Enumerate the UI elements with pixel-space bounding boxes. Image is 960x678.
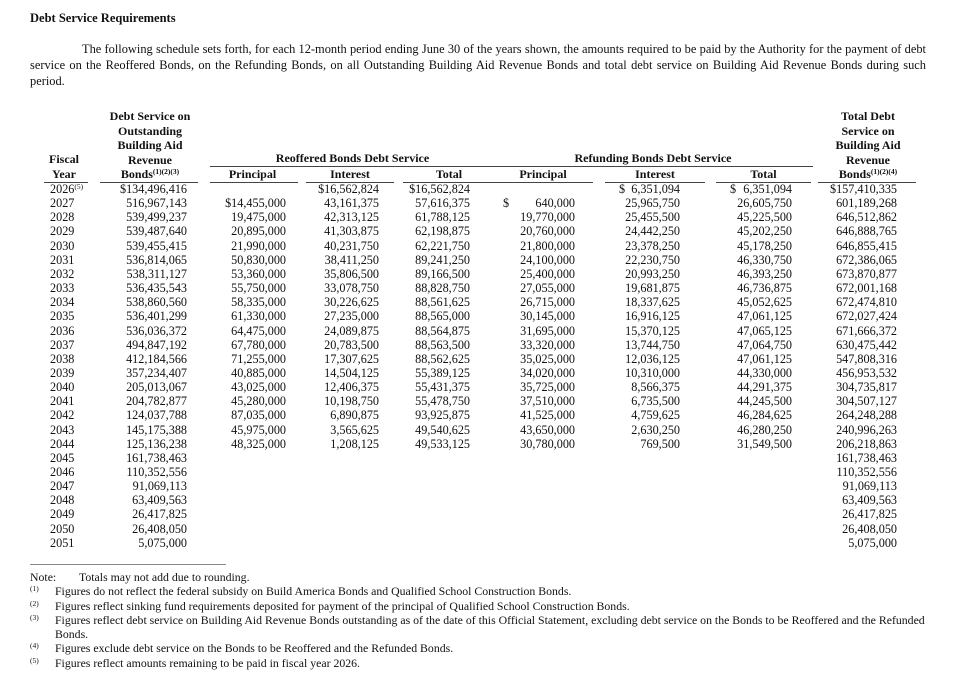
fiscal-year-text: 2044 — [50, 436, 75, 451]
cell-reoffered-total: 55,389,125 — [415, 365, 470, 380]
cell-outstanding: $134,496,416 — [119, 182, 187, 196]
header-reo-interest: Interest — [330, 167, 370, 181]
fiscal-year-text: 2049 — [50, 507, 75, 522]
section-title: Debt Service Requirements — [30, 11, 176, 25]
cell-reoffered-principal: 64,475,000 — [231, 323, 286, 338]
cell-reoffered-principal: 58,335,000 — [231, 295, 286, 310]
footnote-text: Figures reflect debt service on Building Aid Revenue Bonds outstanding as of the date of this Official Statement, excluding debt service on the Bonds to be Reoffered and the Refunded Bonds. — [55, 612, 925, 642]
cell-outstanding: 536,401,299 — [126, 309, 187, 324]
cell-refunding-total: 45,052,625 — [737, 295, 792, 310]
cell-refunding-interest: 6,351,094 — [631, 182, 680, 196]
cell-refunding-interest: 20,993,250 — [625, 266, 680, 281]
footnote-mark: (1) — [30, 584, 39, 594]
cell-reoffered-principal: 40,885,000 — [231, 365, 286, 380]
fiscal-year-text: 2032 — [50, 266, 75, 281]
cell-total-debt-service: 91,069,113 — [842, 479, 897, 494]
cell-reoffered-principal: 19,475,000 — [231, 210, 286, 225]
fiscal-year-text: 2048 — [50, 493, 75, 508]
cell-fiscal-year — [50, 253, 74, 267]
cell-fiscal-year — [50, 380, 74, 394]
cell-fiscal-year — [50, 324, 74, 338]
cell-reoffered-principal: 20,895,000 — [231, 224, 286, 239]
footnote-3 — [30, 613, 930, 642]
cell-refunding-interest: 25,455,500 — [625, 210, 680, 225]
header-text: Bonds — [838, 167, 871, 181]
footnote-mark: (4) — [30, 641, 39, 651]
cell-reoffered-total: 89,241,250 — [415, 252, 470, 267]
header-outstanding — [100, 109, 200, 182]
header-reo-total: Total — [435, 167, 463, 181]
header-reoffered-group: Reoffered Bonds Debt Service — [275, 151, 430, 165]
footnote-mark: (3) — [30, 612, 39, 622]
cell-refunding-total: 46,393,250 — [737, 266, 792, 281]
cell-total-debt-service: 161,738,463 — [836, 450, 897, 465]
cell-refunding-total: 6,351,094 — [743, 182, 792, 196]
cell-reoffered-total: 62,198,875 — [415, 224, 470, 239]
header-text: Total Debt — [841, 109, 895, 123]
footnote-text: Figures exclude debt service on the Bonds to be Reoffered and the Refunded Bonds. — [55, 641, 454, 656]
cell-total-debt-service: 110,352,556 — [836, 465, 897, 479]
cell-total-debt-service: $157,410,335 — [829, 182, 897, 196]
cell-refunding-total: 26,605,750 — [737, 196, 792, 211]
header-ref-total: Total — [750, 167, 777, 181]
cell-refunding-total: 46,284,625 — [737, 408, 792, 423]
cell-reoffered-total: 62,221,750 — [415, 238, 470, 253]
cell-reoffered-interest: 14,504,125 — [324, 365, 379, 380]
cell-total-debt-service: 630,475,442 — [836, 337, 897, 352]
cell-reoffered-interest: 33,078,750 — [324, 281, 379, 296]
cell-refunding-principal: 30,780,000 — [520, 436, 575, 451]
cell-reoffered-total: 55,478,750 — [415, 394, 470, 409]
cell-reoffered-total: 88,563,500 — [415, 337, 470, 352]
fiscal-year-text: 2040 — [50, 380, 75, 395]
cell-reoffered-interest: 40,231,750 — [324, 238, 379, 253]
cell-refunding-principal: 37,510,000 — [520, 394, 575, 409]
cell-refunding-interest: 23,378,250 — [625, 238, 680, 253]
footnote-ref: (1)(2)(3) — [152, 167, 180, 176]
header-text: Revenue — [846, 152, 890, 167]
cell-total-debt-service: 672,027,424 — [836, 309, 897, 324]
header-text: Outstanding — [117, 123, 183, 138]
cell-fiscal-year — [50, 366, 74, 380]
cell-total-debt-service: 264,248,288 — [836, 408, 897, 423]
note-row — [30, 570, 930, 584]
cell-reoffered-interest: 30,226,625 — [324, 295, 379, 310]
cell-total-debt-service: 206,218,863 — [836, 436, 897, 451]
cell-reoffered-total: 57,616,375 — [415, 196, 470, 211]
header-text: Building Aid — [117, 138, 183, 152]
cell-refunding-total: 45,178,250 — [737, 238, 792, 253]
cell-refunding-interest: 8,566,375 — [631, 380, 680, 395]
cell-refunding-total: 47,064,750 — [737, 337, 792, 352]
cell-refunding-total: 46,736,875 — [737, 281, 792, 296]
cell-refunding-interest: 15,370,125 — [625, 323, 680, 338]
cell-fiscal-year — [50, 394, 74, 408]
note-label: Note: — [30, 570, 57, 584]
cell-total-debt-service: 601,189,268 — [836, 196, 897, 211]
cell-refunding-principal: 31,695,000 — [520, 323, 575, 338]
cell-outstanding: 536,814,065 — [126, 252, 187, 267]
cell-refunding-principal: 640,000 — [535, 196, 575, 211]
cell-refunding-total: 44,291,375 — [737, 380, 792, 395]
cell-refunding-interest: 769,500 — [640, 436, 680, 451]
header-ref-principal: Principal — [519, 167, 567, 181]
cell-outstanding: 125,136,238 — [126, 436, 187, 451]
cell-total-debt-service: 646,855,415 — [836, 238, 897, 253]
cell-reoffered-total: 89,166,500 — [415, 266, 470, 281]
cell-refunding-principal: 27,055,000 — [520, 281, 575, 296]
cell-outstanding: 494,847,192 — [126, 337, 187, 352]
cell-outstanding: 539,487,640 — [126, 224, 187, 239]
cell-total-debt-service: 63,409,563 — [842, 493, 897, 508]
cell-total-debt-service: 672,474,810 — [836, 295, 897, 310]
cell-fiscal-year — [50, 451, 74, 465]
fiscal-year-text: 2039 — [50, 365, 75, 380]
fiscal-year-text: 2047 — [50, 479, 75, 494]
cell-outstanding: 161,738,463 — [126, 450, 187, 465]
cell-refunding-principal: 35,725,000 — [520, 380, 575, 395]
fiscal-year-text: 2046 — [50, 465, 75, 479]
cell-reoffered-total: 49,533,125 — [415, 436, 470, 451]
cell-total-debt-service: 547,808,316 — [836, 351, 897, 366]
cell-fiscal-year — [50, 479, 74, 493]
footnote-text: Figures reflect amounts remaining to be paid in fiscal year 2026. — [55, 655, 360, 670]
header-text: Service on — [841, 123, 895, 138]
dollar-sign: $ — [730, 182, 737, 196]
cell-reoffered-principal: 43,025,000 — [231, 380, 286, 395]
cell-total-debt-service: 673,870,877 — [836, 266, 897, 281]
footnote-2 — [30, 599, 930, 613]
cell-fiscal-year — [50, 522, 74, 536]
cell-refunding-principal: 41,525,000 — [520, 408, 575, 423]
fiscal-year-text: 2034 — [50, 295, 75, 310]
cell-refunding-interest: 22,230,750 — [625, 252, 680, 267]
cell-reoffered-interest: 27,235,000 — [324, 309, 379, 324]
dollar-sign: $ — [503, 196, 510, 211]
cell-total-debt-service: 646,512,862 — [836, 210, 897, 225]
cell-refunding-principal: 21,800,000 — [520, 238, 575, 253]
fiscal-year-text: 2029 — [50, 224, 75, 239]
cell-reoffered-interest: 43,161,375 — [324, 196, 379, 211]
cell-reoffered-principal: 71,255,000 — [231, 351, 286, 366]
cell-reoffered-total: $16,562,824 — [409, 182, 470, 196]
cell-refunding-principal: 35,025,000 — [520, 351, 575, 366]
cell-total-debt-service: 672,001,168 — [836, 281, 897, 296]
fiscal-year-text: 2051 — [50, 535, 75, 550]
fiscal-year-text: 2035 — [50, 309, 75, 324]
cell-outstanding: 539,455,415 — [126, 238, 187, 253]
cell-reoffered-total: 49,540,625 — [415, 422, 470, 437]
cell-refunding-total: 46,330,750 — [737, 252, 792, 267]
cell-refunding-interest: 6,735,500 — [631, 394, 680, 409]
cell-reoffered-total: 88,564,875 — [415, 323, 470, 338]
cell-outstanding: 516,967,143 — [126, 196, 187, 211]
footnote-ref: (5) — [74, 182, 84, 191]
cell-outstanding: 63,409,563 — [132, 493, 187, 508]
footnote-mark: (2) — [30, 598, 39, 608]
note-text: Totals may not add due to rounding. — [79, 570, 250, 584]
cell-reoffered-interest: 10,198,750 — [324, 394, 379, 409]
header-text: Bonds — [120, 167, 153, 181]
footnote-text: Figures do not reflect the federal subsidy on Build America Bonds and Qualified School Construction Bonds. — [55, 584, 572, 599]
cell-reoffered-principal: 55,750,000 — [231, 281, 286, 296]
cell-fiscal-year — [50, 408, 74, 422]
cell-refunding-total: 45,225,500 — [737, 210, 792, 225]
cell-fiscal-year — [50, 338, 74, 352]
cell-reoffered-principal: 45,975,000 — [231, 422, 286, 437]
cell-refunding-interest: 2,630,250 — [631, 422, 680, 437]
cell-outstanding: 26,408,050 — [132, 521, 187, 536]
cell-reoffered-interest: $16,562,824 — [318, 182, 379, 196]
cell-outstanding: 204,782,877 — [126, 394, 187, 409]
cell-reoffered-total: 55,431,375 — [415, 380, 470, 395]
cell-refunding-principal: 30,145,000 — [520, 309, 575, 324]
cell-refunding-total: 47,061,125 — [737, 351, 792, 366]
cell-refunding-interest: 19,681,875 — [625, 281, 680, 296]
cell-refunding-total: 31,549,500 — [737, 436, 792, 451]
header-rule — [493, 182, 593, 183]
cell-refunding-total: 44,245,500 — [737, 394, 792, 409]
cell-refunding-interest: 4,759,625 — [631, 408, 680, 423]
cell-fiscal-year — [50, 281, 74, 295]
cell-refunding-principal: 19,770,000 — [520, 210, 575, 225]
cell-fiscal-year — [50, 465, 74, 479]
fiscal-year-text: 2030 — [50, 238, 75, 253]
cell-reoffered-principal: 21,990,000 — [231, 238, 286, 253]
fiscal-year-text: 2050 — [50, 521, 75, 536]
cell-refunding-interest: 18,337,625 — [625, 295, 680, 310]
intro-paragraph — [30, 41, 926, 89]
header-reo-principal: Principal — [228, 167, 277, 181]
cell-refunding-principal: 25,400,000 — [520, 266, 575, 281]
cell-fiscal-year — [50, 437, 74, 451]
cell-reoffered-total: 88,561,625 — [415, 295, 470, 310]
cell-refunding-principal: 33,320,000 — [520, 337, 575, 352]
dollar-sign: $ — [619, 182, 626, 196]
footnote-text: Figures reflect sinking fund requirements deposited for payment of the principal of Qualified School Construction Bonds. — [55, 598, 630, 613]
cell-reoffered-interest: 42,313,125 — [324, 210, 379, 225]
fiscal-year-text: 2027 — [50, 196, 75, 211]
cell-reoffered-interest: 6,890,875 — [330, 408, 379, 423]
cell-refunding-interest: 25,965,750 — [625, 196, 680, 211]
header-text: Revenue — [128, 152, 172, 167]
cell-fiscal-year — [50, 239, 74, 253]
cell-reoffered-interest: 38,411,250 — [324, 252, 379, 267]
cell-refunding-total: 45,202,250 — [737, 224, 792, 239]
fiscal-year-text: 2036 — [50, 323, 75, 338]
cell-reoffered-total: 93,925,875 — [415, 408, 470, 423]
cell-reoffered-interest: 12,406,375 — [324, 380, 379, 395]
footnote-ref: (1)(2)(4) — [870, 167, 898, 176]
cell-refunding-total: 46,280,250 — [737, 422, 792, 437]
cell-total-debt-service: 671,666,372 — [836, 323, 897, 338]
cell-outstanding: 538,311,127 — [126, 266, 187, 281]
cell-reoffered-interest: 3,565,625 — [330, 422, 379, 437]
fiscal-year-text: 2038 — [50, 351, 75, 366]
footnote-4 — [30, 641, 930, 655]
cell-fiscal-year — [50, 507, 74, 521]
cell-refunding-total: 44,330,000 — [737, 365, 792, 380]
header-ref-interest: Interest — [635, 167, 675, 181]
cell-outstanding: 536,435,543 — [126, 281, 187, 296]
cell-outstanding: 5,075,000 — [138, 535, 187, 550]
cell-refunding-total: 47,065,125 — [737, 323, 792, 338]
footnote-5 — [30, 656, 930, 670]
cell-reoffered-principal: 67,780,000 — [231, 337, 286, 352]
cell-refunding-principal: 26,715,000 — [520, 295, 575, 310]
cell-fiscal-year — [50, 352, 74, 366]
cell-outstanding: 539,499,237 — [126, 210, 187, 225]
cell-total-debt-service: 5,075,000 — [848, 535, 897, 550]
footnotes — [30, 570, 930, 670]
cell-reoffered-total: 88,562,625 — [415, 351, 470, 366]
cell-reoffered-principal: 45,280,000 — [231, 394, 286, 409]
cell-outstanding: 145,175,388 — [126, 422, 187, 437]
header-rule — [210, 182, 298, 183]
header-text: Year — [52, 166, 76, 181]
cell-total-debt-service: 26,417,825 — [842, 507, 897, 522]
cell-fiscal-year — [50, 267, 74, 281]
cell-refunding-principal: 34,020,000 — [520, 365, 575, 380]
cell-fiscal-year — [50, 493, 74, 507]
cell-fiscal-year — [50, 224, 74, 238]
fiscal-year-text: 2041 — [50, 394, 75, 409]
cell-reoffered-interest: 20,783,500 — [324, 337, 379, 352]
cell-fiscal-year — [50, 182, 83, 196]
cell-refunding-principal: 20,760,000 — [520, 224, 575, 239]
fiscal-year-text: 2045 — [50, 450, 75, 465]
cell-refunding-principal: 24,100,000 — [520, 252, 575, 267]
cell-refunding-interest: 13,744,750 — [625, 337, 680, 352]
cell-fiscal-year — [50, 295, 74, 309]
header-text: Fiscal — [49, 152, 79, 166]
cell-total-debt-service: 26,408,050 — [842, 521, 897, 536]
cell-refunding-principal: 43,650,000 — [520, 422, 575, 437]
footnote-divider — [30, 564, 226, 565]
cell-refunding-interest: 10,310,000 — [625, 365, 680, 380]
cell-reoffered-interest: 17,307,625 — [324, 351, 379, 366]
cell-reoffered-principal: 61,330,000 — [231, 309, 286, 324]
header-text: Building Aid — [835, 138, 901, 152]
fiscal-year-text: 2026 — [50, 182, 75, 196]
cell-refunding-interest: 16,916,125 — [625, 309, 680, 324]
cell-refunding-total: 47,061,125 — [737, 309, 792, 324]
cell-outstanding: 91,069,113 — [132, 479, 187, 494]
cell-reoffered-total: 61,788,125 — [415, 210, 470, 225]
cell-reoffered-principal: $14,455,000 — [225, 196, 286, 211]
cell-reoffered-principal: 48,325,000 — [231, 436, 286, 451]
cell-total-debt-service: 240,996,263 — [836, 422, 897, 437]
cell-reoffered-principal: 53,360,000 — [231, 266, 286, 281]
fiscal-year-text: 2037 — [50, 337, 75, 352]
cell-total-debt-service: 304,735,817 — [836, 380, 897, 395]
cell-reoffered-principal: 50,830,000 — [231, 252, 286, 267]
cell-total-debt-service: 646,888,765 — [836, 224, 897, 239]
header-fiscal-year — [44, 152, 84, 181]
cell-outstanding: 110,352,556 — [126, 465, 187, 479]
cell-reoffered-interest: 24,089,875 — [324, 323, 379, 338]
cell-reoffered-total: 88,828,750 — [415, 281, 470, 296]
cell-refunding-interest: 24,442,250 — [625, 224, 680, 239]
header-total-debt — [818, 109, 918, 182]
cell-total-debt-service: 456,953,532 — [836, 365, 897, 380]
cell-total-debt-service: 672,386,065 — [836, 252, 897, 267]
cell-outstanding: 26,417,825 — [132, 507, 187, 522]
cell-fiscal-year — [50, 423, 74, 437]
cell-outstanding: 124,037,788 — [126, 408, 187, 423]
cell-fiscal-year — [50, 536, 74, 550]
fiscal-year-text: 2028 — [50, 210, 75, 225]
cell-reoffered-total: 88,565,000 — [415, 309, 470, 324]
cell-fiscal-year — [50, 210, 74, 224]
cell-outstanding: 205,013,067 — [126, 380, 187, 395]
fiscal-year-text: 2031 — [50, 252, 75, 267]
cell-outstanding: 536,036,372 — [126, 323, 187, 338]
fiscal-year-text: 2033 — [50, 281, 75, 296]
cell-total-debt-service: 304,507,127 — [836, 394, 897, 409]
cell-fiscal-year — [50, 309, 74, 323]
cell-refunding-interest: 12,036,125 — [625, 351, 680, 366]
cell-outstanding: 412,184,566 — [126, 351, 187, 366]
header-refunding-group: Refunding Bonds Debt Service — [574, 151, 732, 165]
footnote-1 — [30, 584, 930, 598]
intro-text: The following schedule sets forth, for each 12-month period ending June 30 of the years shown, the amounts required to be paid by the Authority for the payment of debt service on the Reoffered Bonds, on the Refunding Bonds, on all Outstanding Building Aid Revenue Bonds and total debt service on Building Aid Revenue Bonds during such period. — [30, 42, 926, 88]
fiscal-year-text: 2043 — [50, 422, 75, 437]
cell-reoffered-principal: 87,035,000 — [231, 408, 286, 423]
cell-reoffered-interest: 35,806,500 — [324, 266, 379, 281]
cell-outstanding: 538,860,560 — [126, 295, 187, 310]
header-text: Debt Service on — [109, 109, 191, 123]
cell-reoffered-interest: 1,208,125 — [330, 436, 379, 451]
cell-reoffered-interest: 41,303,875 — [324, 224, 379, 239]
cell-fiscal-year — [50, 196, 74, 210]
cell-outstanding: 357,234,407 — [126, 365, 187, 380]
fiscal-year-text: 2042 — [50, 408, 75, 423]
footnote-mark: (5) — [30, 655, 39, 665]
